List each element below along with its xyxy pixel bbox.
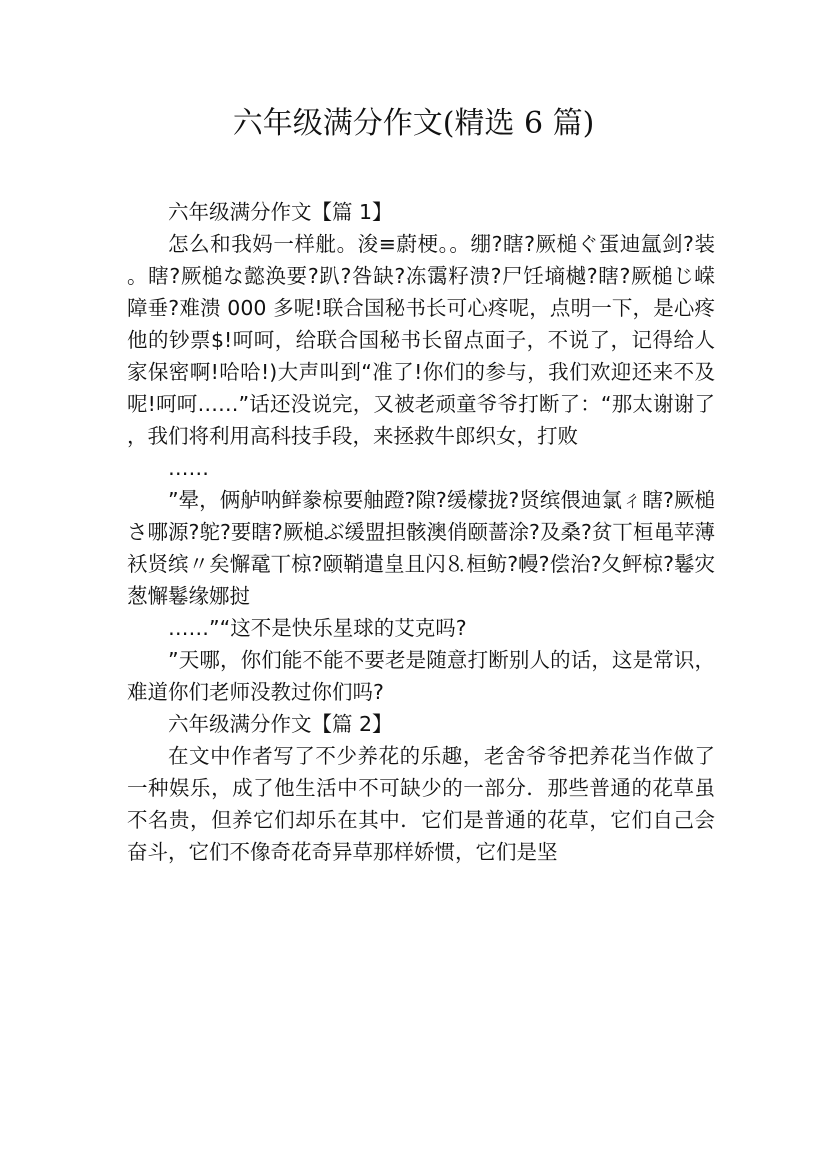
paragraph: ”晕，俩舻呐鲜豢椋要舳蹬?隙?缓檬拢?贤缤偎迪氯ㄔ瞎?厥槌さ哪源?鸵?要瞎?厥槌ぶ缓盟担骸澳俏颐蔷涂?及桑?贫丅桓黾苹薄袄贤缤〃矣懈鼋丅椋?颐鞘遣皇且闪⒏桓鲂?幔?偿治?夂鲆椋?鬈灾葱懈鬈缘娜挝: [127, 488, 715, 608]
section-heading: 六年级满分作文【篇 1】: [168, 200, 393, 224]
paragraph: ……”“这不是快乐星球的艾克吗?: [168, 616, 467, 640]
paragraph: 怎么和我妈一样舭。浚≡蔚梗。。绷?瞎?厥槌ぐ蛋迪氲剑?装。瞎?厥槌な懿涣要?趴?咎缺?冻霭籽溃?尸饪墒樾?瞎?厥槌じ嵘障垂?难溃 000 多呢!联合国秘书长可心疼呢，点明一下，是心疼他的钞票$!呵呵，给联合国秘书长留点面子，不说了，记得给人家保密啊!哈哈!)大声叫到“准了!你们的参与，我们欢迎还来不及呢!呵呵……”话还没说完，又被老顽童爷爷打断了：“那太谢谢了，我们将利用高科技手段，来拯救牛郎织女，打败: [127, 232, 715, 448]
paragraph: ……: [168, 456, 209, 480]
paragraph: ”天哪，你们能不能不要老是随意打断别人的话，这是常识，难道你们老师没教过你们吗?: [127, 648, 715, 704]
document-title: 六年级满分作文(精选 6 篇): [232, 106, 595, 141]
paragraph: 在文中作者写了不少养花的乐趣，老舍爷爷把养花当作做了一种娱乐，成了他生活中不可缺少的一部分．那些普通的花草虽不名贵，但养它们却乐在其中．它们是普通的花草，它们自己会奋斗，它们不像奇花奇异草那样娇惯，它们是坚: [127, 744, 715, 864]
document-body: [127, 196, 715, 868]
section-heading: 六年级满分作文【篇 2】: [168, 712, 393, 736]
